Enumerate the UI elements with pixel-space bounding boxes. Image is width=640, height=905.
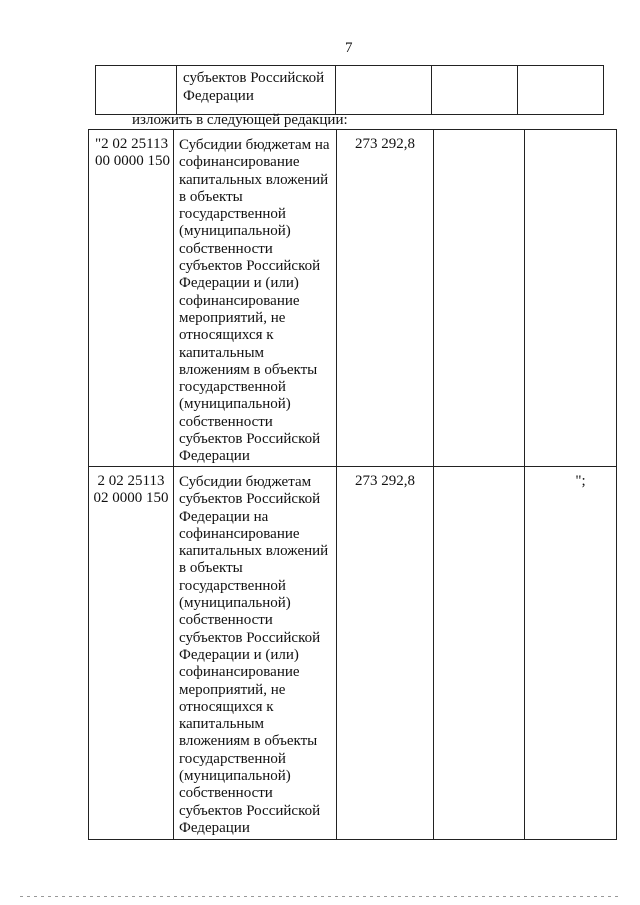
- name-line: субъектов Российской: [183, 70, 325, 86]
- name-line: (муниципальной): [179, 223, 291, 240]
- extra-cell: [434, 467, 525, 840]
- name-line: государственной: [179, 577, 286, 594]
- name-line: софинансирование: [179, 664, 300, 681]
- name-line: вложениям в объекты: [179, 733, 318, 750]
- table-row: [89, 130, 617, 467]
- closing-mark: ";: [525, 467, 617, 840]
- name-line: софинансирование: [179, 525, 300, 542]
- name-line: капитальным: [179, 344, 265, 361]
- name-line: Федерации: [179, 819, 250, 836]
- name-line: Федерации: [183, 88, 254, 104]
- name-line: субъектов Российской: [179, 431, 321, 448]
- name-line: капитальным: [179, 716, 265, 733]
- budget-code: "2 02 25113 00 0000 150: [89, 130, 174, 467]
- name-line: в объекты: [179, 188, 243, 205]
- name-line: (муниципальной): [179, 768, 291, 785]
- name-line: Субсидии бюджетам на: [179, 137, 330, 153]
- scan-footer-line: [20, 896, 620, 897]
- name-line: собственности: [179, 240, 273, 257]
- budget-code: 2 02 25113 02 0000 150: [89, 467, 174, 840]
- name-line: мероприятий, не: [179, 309, 286, 326]
- name-line: субъектов Российской: [179, 491, 321, 508]
- name-line: Субсидии бюджетам: [179, 474, 312, 490]
- amount-cell: [336, 66, 432, 115]
- amount-value: 273 292,8: [337, 467, 434, 840]
- name-line: (муниципальной): [179, 396, 291, 413]
- name-line: субъектов Российской: [179, 258, 321, 275]
- redaction-note: изложить в следующей редакции:: [132, 112, 348, 128]
- name-line: субъектов Российской: [179, 802, 321, 819]
- extra-cell: [434, 130, 525, 467]
- extra-cell: [518, 66, 604, 115]
- name-line: относящихся к: [179, 327, 274, 344]
- code-cell: [96, 66, 177, 115]
- name-line: капитальных вложений: [179, 171, 329, 188]
- name-line: государственной: [179, 750, 286, 767]
- budget-table: [88, 129, 617, 840]
- name-line: субъектов Российской: [179, 629, 321, 646]
- extra-cell: [432, 66, 518, 115]
- name-line: государственной: [179, 206, 286, 223]
- previous-table-fragment: [95, 65, 604, 115]
- subsidy-name: [174, 130, 337, 467]
- name-line: собственности: [179, 413, 273, 430]
- table-row: [96, 66, 604, 115]
- name-line: (муниципальной): [179, 595, 291, 612]
- name-line: софинансирование: [179, 154, 300, 171]
- name-line: государственной: [179, 379, 286, 396]
- name-line: Федерации: [179, 448, 250, 465]
- amount-value: 273 292,8: [337, 130, 434, 467]
- name-line: вложениям в объекты: [179, 361, 318, 378]
- name-line: мероприятий, не: [179, 681, 286, 698]
- name-line: Федерации на: [179, 508, 269, 525]
- name-cell: [177, 66, 336, 115]
- name-line: в объекты: [179, 560, 243, 577]
- name-line: собственности: [179, 785, 273, 802]
- subsidy-name: [174, 467, 337, 840]
- name-line: софинансирование: [179, 292, 300, 309]
- name-line: собственности: [179, 612, 273, 629]
- name-line: Федерации и (или): [179, 646, 299, 663]
- name-line: капитальных вложений: [179, 543, 329, 560]
- table-row: [89, 467, 617, 840]
- name-line: Федерации и (или): [179, 275, 299, 292]
- name-line: относящихся к: [179, 698, 274, 715]
- page-number: 7: [345, 40, 353, 56]
- closing-mark: [525, 130, 617, 467]
